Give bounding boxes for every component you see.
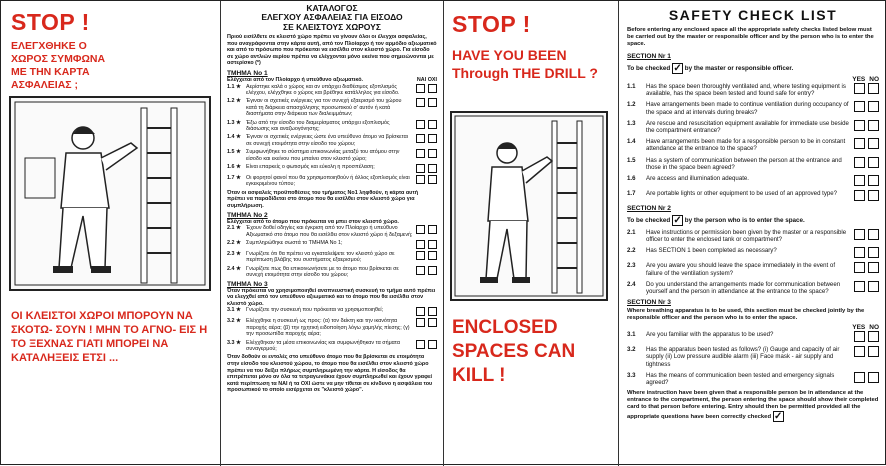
item-question: Have instructions or permission been given by the master or a responsible officer to enter the enclosed tank or compartment? <box>646 229 847 244</box>
yes-checkbox[interactable] <box>416 84 425 93</box>
item-number: 2.3 ★ <box>227 251 241 258</box>
item-question: Γνωρίζετε ότι θα πρέπει να εγκαταλείψετε τον κλειστό χώρο σε περίπτωση βλάβης του συστήματος εξαερισμού; <box>246 251 395 264</box>
checklist-item <box>627 175 879 186</box>
no-checkbox[interactable] <box>868 346 879 357</box>
item-number: 1.1 ★ <box>227 83 241 90</box>
item-question: Has a system of communication between the person at the entrance and those in the space been agreed? <box>646 156 842 171</box>
checklist-item <box>627 372 879 386</box>
no-checkbox[interactable] <box>428 251 437 260</box>
yes-checkbox[interactable] <box>416 98 425 107</box>
no-checkbox[interactable] <box>868 229 879 240</box>
yes-checkbox[interactable] <box>416 318 425 327</box>
yes-checkbox[interactable] <box>854 262 865 273</box>
checklist-item <box>227 225 437 238</box>
item-question: Have arrangements been made for a responsible person to be in constant attendance at the entrance to the space? <box>646 138 846 153</box>
item-question: Do you understand the arrangements made for communication between yourself and the person in attendance at the entrance to the space? <box>646 280 841 296</box>
item-number: 1.6 <box>627 175 636 183</box>
worker-ladder-icon <box>452 113 606 299</box>
item-question: Έγιναν οι σχετικές ενέργειες ώστε ένα υπεύθυνο άτομο να βρίσκεται σε συνεχή ετοιμότητα στην είσοδο του χώρου; <box>246 134 408 147</box>
no-checkbox[interactable] <box>868 83 879 94</box>
yes-checkbox[interactable] <box>416 175 425 184</box>
yes-label: YES <box>852 324 866 332</box>
no-checkbox[interactable] <box>868 157 879 168</box>
english-footer-text: Where instruction have been given that a responsible person be in attendance at the entrance to the compartment, the person entering the space should show their completed card to that person before entering. Entry should then be permitted provided all the appropriate questions have been correctly checked <box>627 390 879 421</box>
worker-illustration <box>450 111 608 301</box>
item-question: Has the space been thoroughly ventilated and, where testing equipment is available, has the space been tested and found safe for entry? <box>646 83 846 98</box>
item-question: Συμφωνήθηκε το σύστημα επικοινωνίας μεταξύ του ατόμου στην είσοδο και εκείνου που μπαίνει στον κλειστό χώρο; <box>246 149 400 162</box>
yes-checkbox[interactable] <box>854 372 865 383</box>
checklist-item <box>627 346 879 368</box>
item-number: 1.3 ★ <box>227 119 241 126</box>
yes-no-boxes <box>416 164 437 173</box>
greek-section-2-title: ΤΜΗΜΑ Νο 2 <box>227 211 268 219</box>
english-footer <box>627 390 879 422</box>
checklist-item <box>227 120 437 133</box>
checklist-item <box>227 318 437 337</box>
greek-section-1-note: Όταν οι ασφαλείς προϋποθέσεις του τμήματος Νο1 ληφθούν, η κάρτα αυτή πρέπει να παραδίδεται στο άτομο που θα εισέλθει στον κλειστό χώρο για συμπλήρωση. <box>227 189 419 210</box>
no-checkbox[interactable] <box>428 225 437 234</box>
no-checkbox[interactable] <box>868 262 879 273</box>
checkmark-box-icon: ✓ <box>773 411 783 423</box>
english-section-2-list <box>627 229 879 295</box>
greek-section-1-title: ΤΜΗΜΑ Νο 1 <box>227 69 268 77</box>
item-number: 1.5 ★ <box>227 149 241 156</box>
yes-no-boxes <box>854 190 879 201</box>
no-checkbox[interactable] <box>428 307 437 316</box>
english-section-1-title: SECTION Nr 1 <box>627 53 671 60</box>
yes-checkbox[interactable] <box>416 307 425 316</box>
english-section-3-title: SECTION Nr 3 <box>627 299 671 307</box>
item-number: 3.2 ★ <box>227 318 241 325</box>
item-number: 1.3 <box>627 119 636 127</box>
item-number: 2.2 ★ <box>227 240 241 247</box>
greek-section-1-sub <box>227 77 437 84</box>
yes-checkbox[interactable] <box>854 101 865 112</box>
yes-checkbox[interactable] <box>854 346 865 357</box>
greek-section-3-list <box>227 307 437 352</box>
yes-checkbox[interactable] <box>416 120 425 129</box>
yes-no-boxes <box>854 83 879 94</box>
yes-checkbox[interactable] <box>854 120 865 131</box>
english-section-2-title: SECTION Nr 2 <box>627 205 671 213</box>
yes-no-boxes <box>416 318 437 327</box>
greek-section-1-subtitle: Ελέγχεται από τον Πλοίαρχο ή υπεύθυνο αξιωματικό. <box>227 76 363 83</box>
no-checkbox[interactable] <box>428 240 437 249</box>
english-section-3-list <box>627 331 879 386</box>
item-number: 1.5 <box>627 156 636 164</box>
checklist-item <box>227 266 437 279</box>
item-number: 1.2 ★ <box>227 98 241 105</box>
checklist-item <box>227 240 437 249</box>
item-number: 2.4 <box>627 280 636 288</box>
stop-heading: STOP ! <box>11 9 90 35</box>
yes-checkbox[interactable] <box>416 240 425 249</box>
yes-no-boxes <box>416 134 437 143</box>
english-section-3-intro: Where breathing apparatus is to be used, this section must be checked jointly by the responsible officer and the person who is to enter the space. <box>627 308 865 322</box>
item-number: 2.3 <box>627 262 636 270</box>
english-intro: Before entering any enclosed space all the appropriate safety checks listed below must be carried out by the master or responsible officer and by the person who is to enter the space. <box>627 27 874 47</box>
checklist-item <box>627 229 879 243</box>
item-question: Είναι επαρκείς ο φωτισμός και εύκολη η προσπέλαση; <box>246 164 375 171</box>
yes-no-boxes <box>416 149 437 158</box>
safety-checklist-title: SAFETY CHECK LIST <box>668 7 838 23</box>
greek-list-title-3: ΣΕ ΚΛΕΙΣΤΟΥΣ ΧΩΡΟΥΣ <box>283 22 381 32</box>
item-question: Οι φορητοί φανοί που θα χρησιμοποιηθούν ή άλλος εξοπλισμός είναι εγκεκριμένου τύπου; <box>246 175 410 188</box>
greek-footer: Όταν δοθούν οι εντολές στο υπεύθυνο άτομο που θα βρίσκεται σε ετοιμότητα στην είσοδο του κλειστού χώρου, το άτομο που θα εισέλθει στον κλειστό χώρο πρέπει να του δείξει πλήρως συμπληρωμένη την κάρτα. Η είσοδος θα επιτρέπεται μόνο αν όλα τα τετραγωνάκια έχουν συμπληρωθεί και έχουν γραφεί κατά περίπτωση τα ΝΑΙ ή τα ΟΧΙ ώστε να μην τίθεται σε κίνδυνο η ασφάλεια του προσωπικού το οποίο εισέρχεται σε "κλειστό χώρο". <box>227 354 433 394</box>
yes-label: ΝΑΙ <box>416 76 427 83</box>
checklist-item <box>227 340 437 353</box>
yes-no-boxes <box>854 138 879 149</box>
checklist-item <box>227 307 437 316</box>
greek-section-2-subtitle: Ελέγχεται από το άτομο που πρόκειται να μπει στον κλειστό χώρο. <box>227 218 399 225</box>
checklist-item <box>627 281 879 295</box>
yes-checkbox[interactable] <box>854 138 865 149</box>
yes-no-boxes <box>416 240 437 249</box>
item-question: Has the means of communication been tested and emergency signals agreed? <box>646 371 835 387</box>
checklist-item <box>627 83 879 97</box>
yes-no-header <box>627 324 879 331</box>
item-question: Ελέγχθηκαν τα μέσα επικοινωνίας και συμφωνήθηκαν τα σήματα συναγερμού; <box>246 339 400 353</box>
worker-illustration <box>9 96 211 291</box>
item-number: 1.2 <box>627 101 636 109</box>
no-checkbox[interactable] <box>428 175 437 184</box>
item-question: Have arrangements been made to continue ventilation during occupancy of the space and at intervals during breaks? <box>646 101 849 116</box>
yes-checkbox[interactable] <box>416 340 425 349</box>
checked-by-label: To be checked <box>627 217 671 225</box>
worker-ladder-icon <box>11 98 209 289</box>
checkmark-box-icon: ✓ <box>673 63 682 74</box>
checked-by-label: To be checked <box>627 65 671 73</box>
item-question: Are you aware you should leave the space immediately in the event of failure of the ventilation system? <box>646 262 836 277</box>
checked-by-role: by the person who is to enter the space. <box>684 217 805 225</box>
yes-checkbox[interactable] <box>854 229 865 240</box>
no-checkbox[interactable] <box>868 247 879 258</box>
yes-no-boxes <box>854 281 879 292</box>
drill-question: HAVE YOU BEEN Through THE DRILL ? <box>452 47 598 81</box>
greek-question: ΕΛΕΓΧΘΗΚΕ Ο ΧΩΡΟΣ ΣΥΜΦΩΝΑ ΜΕ ΤΗΝ ΚΑΡΤΑ ΑΣΦΑΛΕΙΑΣ ; <box>11 40 106 91</box>
checklist-item <box>627 157 879 171</box>
item-number: 2.1 <box>627 229 636 237</box>
no-checkbox[interactable] <box>868 138 879 149</box>
no-checkbox[interactable] <box>868 190 879 201</box>
yes-no-boxes <box>854 175 879 186</box>
yes-no-boxes <box>416 266 437 275</box>
greek-section-3-title: ΤΜΗΜΑ Νο 3 <box>227 280 268 288</box>
item-number: 1.4 ★ <box>227 134 241 141</box>
yes-no-boxes <box>854 372 879 383</box>
yes-checkbox[interactable] <box>416 149 425 158</box>
section-2-checked-by <box>627 215 879 226</box>
panel-divider <box>220 1 221 466</box>
item-question: Έχουν δοθεί οδηγίες και έγκριση από τον Πλοίαρχο ή υπεύθυνο Αξιωματικό στο άτομο που θα εισέλθει στον κλειστό χώρο ή δεξαμενή; <box>246 225 413 238</box>
greek-list-title-2: ΕΛΕΓΧΟΥ ΑΣΦΑΛΕΙΑΣ ΓΙΑ ΕΙΣΟΔΟ <box>261 12 403 22</box>
yes-no-boxes <box>854 120 879 131</box>
yes-no-boxes <box>854 331 879 342</box>
no-checkbox[interactable] <box>428 318 437 327</box>
yes-checkbox[interactable] <box>854 281 865 292</box>
yes-no-boxes <box>416 307 437 316</box>
panel-divider <box>618 1 619 466</box>
checklist-item <box>227 98 437 117</box>
section-1-checked-by <box>627 63 879 74</box>
item-number: 3.2 <box>627 346 636 354</box>
no-checkbox[interactable] <box>868 331 879 342</box>
yes-checkbox[interactable] <box>416 251 425 260</box>
item-question: Συμπληρώθηκε σωστά το ΤΜΗΜΑ Νο 1; <box>246 240 343 247</box>
item-question: Has SECTION 1 been completed as necessary? <box>646 247 777 255</box>
yes-checkbox[interactable] <box>854 247 865 258</box>
checklist-item <box>227 149 437 162</box>
item-question: Γνωρίζετε την συσκευή που πρόκειται να χρησιμοποιηθεί; <box>246 307 384 314</box>
no-checkbox[interactable] <box>428 84 437 93</box>
checklist-item <box>227 84 437 97</box>
yes-checkbox[interactable] <box>854 83 865 94</box>
item-number: 3.1 ★ <box>227 307 241 314</box>
greek-list-title-1: ΚΑΤΑΛΟΓΟΣ <box>306 3 358 13</box>
checklist-item <box>227 251 437 264</box>
greek-intro: Πριού εισέλθετε σε κλειστό χώρο πρέπει να γίνουν όλοι οι έλεγχοι ασφαλείας, που αναγράφονται στην κάρτα αυτή, από τον Πλοίαρχο ή τον αρμόδιο αξιωματικό και από το πρόσωπο που πρόκειται να εισέλθει στον κλειστό χώρο. Για είσοδο σε χώρο αντλιών αερίου πρέπει να ελέγχονται μόνο εκείνα που σημειώνονται με αστερίσκο (*) <box>227 34 437 67</box>
greek-section-3-subtitle: Όταν πρόκειται να χρησιμοποιηθεί αναπνευστική συσκευή το τμήμα αυτό πρέπει να ελεγχθεί από τον υπεύθυνο αξιωματικό και το άτομο που θα εισέλθει στον κλειστό χώρο. <box>227 287 436 307</box>
yes-checkbox[interactable] <box>416 134 425 143</box>
yes-no-boxes <box>854 247 879 258</box>
no-checkbox[interactable] <box>868 101 879 112</box>
yes-checkbox[interactable] <box>854 175 865 186</box>
item-question: Has the apparatus been tested as follows? (i) Gauge and capacity of air supply (ii) Low pressure audible alarm (iii) Face mask - air supply and tightness <box>646 346 840 368</box>
no-checkbox[interactable] <box>428 340 437 349</box>
item-question: Αερίστηκε καλά ο χώρος και αν υπάρχει διαθέσιμος εξοπλισμός ελέγχου, ελέγχθηκε ο χώρος και βρέθηκε κατάλληλος για είσοδο. <box>246 83 400 96</box>
checklist-item <box>227 134 437 147</box>
checklist-item <box>227 175 437 188</box>
checklist-item <box>227 164 437 173</box>
item-number: 1.7 <box>627 190 636 198</box>
greek-checklist-panel <box>223 1 441 466</box>
no-checkbox[interactable] <box>428 120 437 129</box>
item-question: Έγιναν οι σχετικές ενέργειες για τον συνεχή εξαερισμό του χώρου κατά τη διάρκεια απασχόλησης προσωπικού σ' αυτόν ή κατά διαστήματα στην διάρκεια των διαλειμμάτων; <box>246 98 402 118</box>
enclosed-spaces-warning: ENCLOSED SPACES CAN KILL ! <box>452 317 576 386</box>
english-warning-panel <box>444 1 618 466</box>
item-number: 1.1 <box>627 83 636 90</box>
item-number: 1.6 ★ <box>227 164 241 171</box>
greek-warning-panel <box>1 1 220 466</box>
item-question: Ελέγχθηκε η συσκευή ως προς: (α) τον δείκτη και την ικανότητα παροχής αέρα; (β) την ηχητική ειδοποίηση λόγω χαμηλής πίεσης; (γ) την προσωπίδα παροχής αέρα; <box>246 318 410 338</box>
checklist-item <box>627 190 879 201</box>
item-number: 3.3 ★ <box>227 339 241 346</box>
item-question: Έξω από την είσοδο του διαμερίσματος υπάρχει εξοπλισμός διάσωσης και αναζωογόνησης; <box>246 119 390 132</box>
no-label: NO <box>869 324 879 332</box>
stop-heading: STOP ! <box>452 11 531 37</box>
yes-checkbox[interactable] <box>416 225 425 234</box>
item-question: Are portable lights or other equipment to be used of an approved type? <box>646 190 838 198</box>
yes-no-boxes <box>416 251 437 260</box>
greek-section-1-list <box>227 84 437 188</box>
no-checkbox[interactable] <box>868 175 879 186</box>
no-checkbox[interactable] <box>428 98 437 107</box>
no-checkbox[interactable] <box>428 164 437 173</box>
item-number: 3.3 <box>627 371 636 379</box>
no-checkbox[interactable] <box>868 281 879 292</box>
no-checkbox[interactable] <box>868 372 879 383</box>
yes-checkbox[interactable] <box>416 164 425 173</box>
item-number: 3.1 <box>627 331 636 339</box>
yes-no-boxes <box>416 340 437 349</box>
yes-no-header <box>627 76 879 83</box>
no-label: NO <box>869 76 879 83</box>
greek-section-2-list <box>227 225 437 278</box>
yes-no-boxes <box>854 157 879 168</box>
yes-no-boxes <box>854 101 879 112</box>
english-section-1-list <box>627 83 879 201</box>
item-question: Are access and illumination adequate. <box>646 175 749 183</box>
item-number: 2.2 <box>627 247 636 255</box>
item-question: Are rescue and resuscitation equipment available for immediate use beside the compartment entrance? <box>646 119 849 135</box>
yes-no-boxes <box>416 225 437 234</box>
checklist-item <box>627 101 879 115</box>
greek-danger-warning: ΟΙ ΚΛΕΙΣΤΟΙ ΧΩΡΟΙ ΜΠΟΡΟΥΝ ΝΑ ΣΚΟΤΩ- ΣΟΥΝ ! ΜΗΝ ΤΟ ΑΓΝΟ- ΕΙΣ Η ΤΟ ΞΕΧΝΑΣ ΓΙΑΤΙ ΜΠΟΡΕΙ ΝΑ ΚΑΤΑΛΗΞΕΙΣ ΕΤΣΙ ... <box>11 310 208 364</box>
checklist-item <box>627 331 879 342</box>
no-checkbox[interactable] <box>868 120 879 131</box>
yes-checkbox[interactable] <box>416 266 425 275</box>
item-question: Are you familiar with the apparatus to be used? <box>646 331 774 339</box>
item-number: 1.4 <box>627 138 636 146</box>
yes-checkbox[interactable] <box>854 331 865 342</box>
checklist-item <box>627 262 879 276</box>
checklist-item <box>627 138 879 152</box>
item-question: Γνωρίζετε πως θα επικοινωνήσετε με το άτομο που βρίσκεται σε συνεχή ετοιμότητα στην είσοδο του χώρου; <box>246 265 399 279</box>
yes-no-boxes <box>416 120 437 129</box>
english-checklist-panel <box>621 1 885 466</box>
item-number: 1.7 ★ <box>227 175 241 182</box>
yes-checkbox[interactable] <box>854 190 865 201</box>
checklist-item <box>627 247 879 258</box>
item-number: 2.4 ★ <box>227 265 241 272</box>
no-checkbox[interactable] <box>428 149 437 158</box>
yes-label: YES <box>852 76 866 83</box>
yes-no-boxes <box>854 346 879 357</box>
yes-no-boxes <box>416 175 437 184</box>
checkmark-box-icon: ✓ <box>673 215 682 227</box>
checklist-item <box>627 120 879 134</box>
item-number: 2.1 ★ <box>227 225 241 232</box>
no-checkbox[interactable] <box>428 266 437 275</box>
yes-checkbox[interactable] <box>854 157 865 168</box>
yes-no-boxes <box>854 262 879 273</box>
yes-no-boxes <box>416 98 437 107</box>
no-label: ΟΧΙ <box>427 76 437 83</box>
yes-no-boxes <box>854 229 879 240</box>
no-checkbox[interactable] <box>428 134 437 143</box>
yes-no-boxes <box>416 84 437 93</box>
checked-by-role: by the master or responsible officer. <box>684 65 794 73</box>
